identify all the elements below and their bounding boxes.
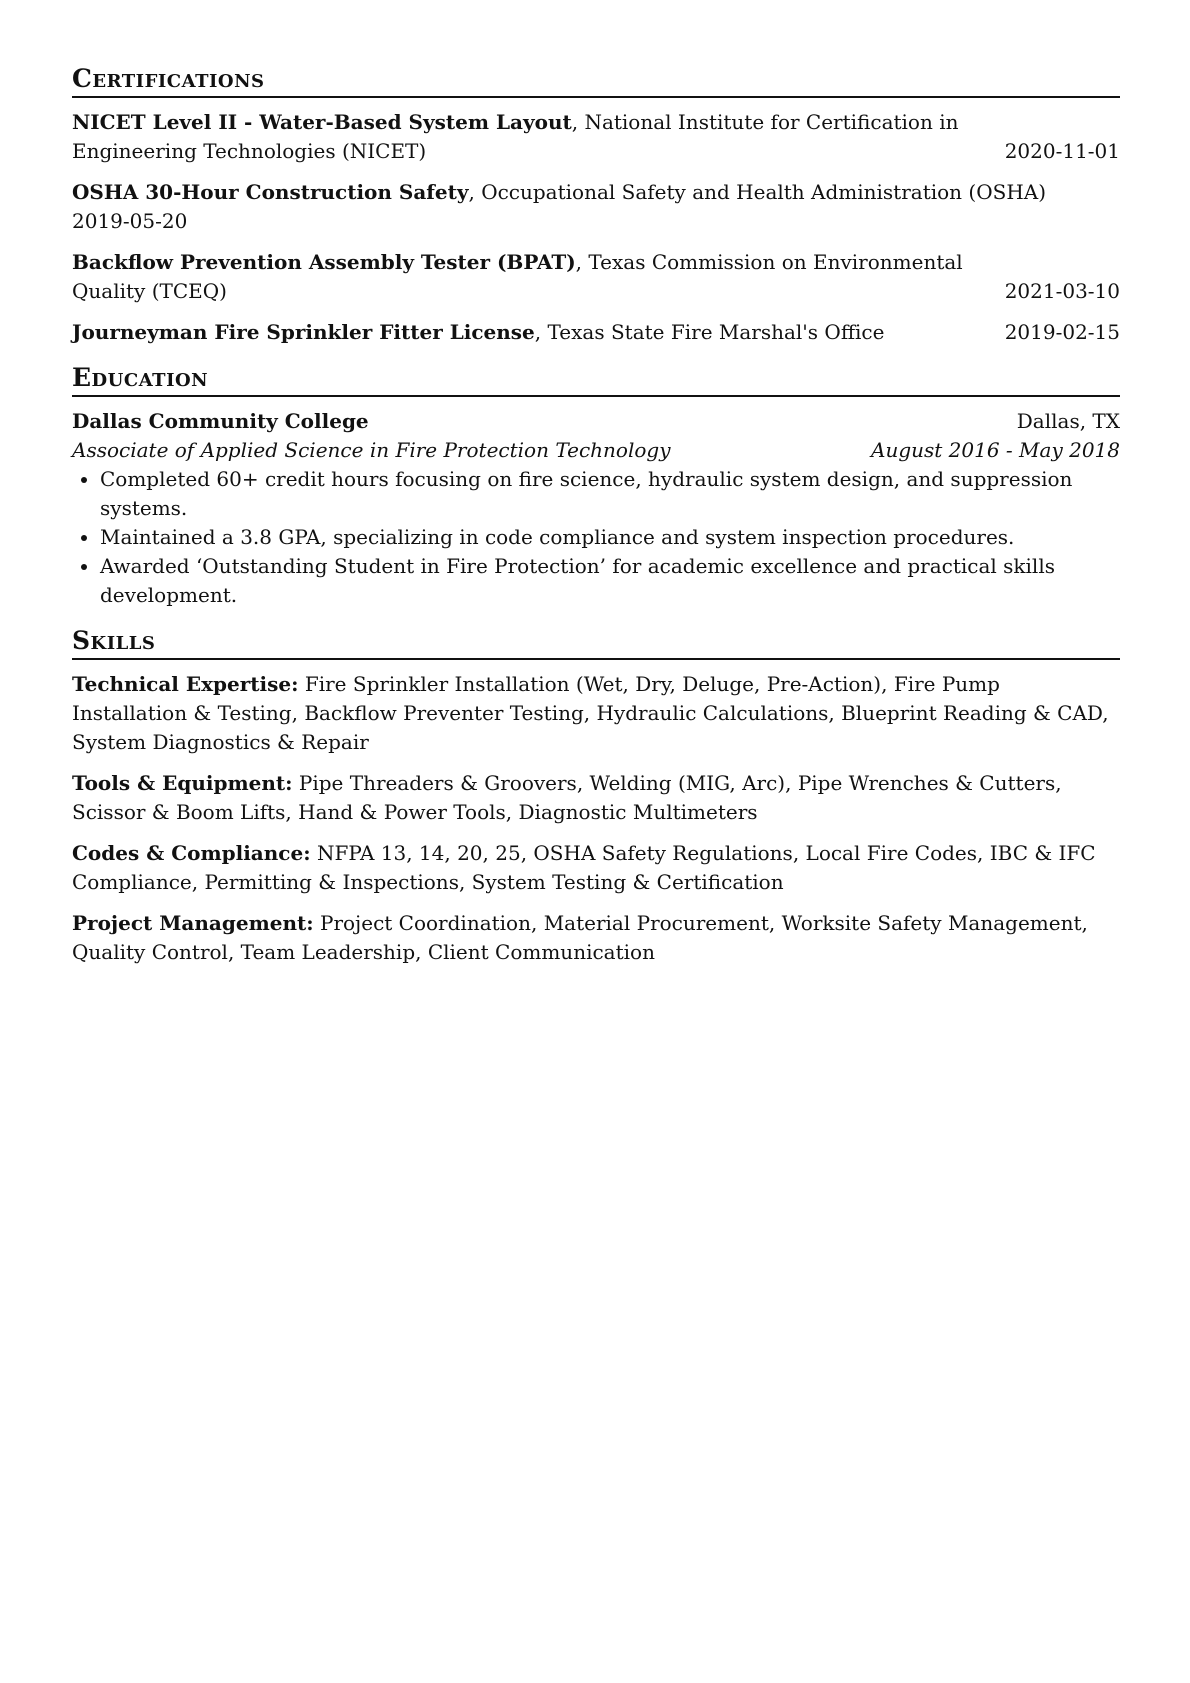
education-bullets — [72, 465, 1120, 610]
section-divider — [72, 395, 1120, 397]
certification-date: 2019-02-15 — [1004, 320, 1120, 344]
certification-date: 2020-11-01 — [1004, 139, 1120, 163]
skills-section — [72, 624, 1120, 967]
certification-issuer: Texas Commission on Environmental Quality (TCEQ) — [72, 250, 963, 303]
education-heading: Education — [72, 363, 209, 392]
list-item: • Completed 60+ credit hours focusing on fire science, hydraulic system design, and suppression systems. — [100, 465, 1120, 523]
skill-text: Fire Sprinkler Installation (Wet, Dry, Deluge, Pre-Action), Fire Pump Installation & Testing, Backflow Preventer Testing, Hydraulic Calculations, Blueprint Reading & CAD, System Diagnostics & Repair — [72, 672, 1109, 754]
certification-date: 2021-03-10 — [1004, 279, 1120, 303]
certification-issuer: National Institute for Certification in Engineering Technologies (NICET) — [72, 110, 959, 163]
skill-label: Tools & Equipment: — [72, 771, 293, 795]
certification-issuer: Occupational Safety and Health Administration (OSHA) — [481, 180, 1047, 204]
certification-item: Backflow Prevention Assembly Tester (BPAT), Texas Commission on Environmental Quality (TCEQ) 2021-03-10 — [72, 248, 1120, 306]
list-item: • Maintained a 3.8 GPA, specializing in code compliance and system inspection procedures. — [100, 523, 1120, 552]
skill-label: Technical Expertise: — [72, 672, 299, 696]
certification-item: OSHA 30-Hour Construction Safety, Occupational Safety and Health Administration (OSHA) 2019-05-20 — [72, 180, 1047, 233]
section-divider — [72, 96, 1120, 98]
degree-name: Associate of Applied Science in Fire Protection Technology — [72, 438, 671, 462]
school-location: Dallas, TX — [1016, 409, 1120, 433]
degree-row — [72, 436, 1120, 465]
skill-label: Project Management: — [72, 911, 314, 935]
certification-date: 2019-05-20 — [72, 209, 188, 233]
education-section — [72, 361, 1120, 610]
skill-group — [72, 670, 1120, 757]
certification-name: NICET Level II - Water-Based System Layout — [72, 110, 572, 134]
certification-item: NICET Level II - Water-Based System Layout, National Institute for Certification in Engineering Technologies (NICET) 2020-11-01 — [72, 108, 1120, 166]
certification-issuer: Texas State Fire Marshal's Office — [547, 320, 885, 344]
education-dates: August 2016 - May 2018 — [871, 438, 1120, 462]
school-row — [72, 407, 1120, 436]
certification-item: Journeyman Fire Sprinkler Fitter License, Texas State Fire Marshal's Office 2019-02-15 — [72, 318, 1120, 347]
certifications-heading: Certifications — [72, 64, 265, 93]
skill-group — [72, 909, 1120, 967]
skill-text: Project Coordination, Material Procurement, Worksite Safety Management, Quality Control, Team Leadership, Client Communication — [72, 911, 1088, 964]
skill-text: Pipe Threaders & Groovers, Welding (MIG, Arc), Pipe Wrenches & Cutters, Scissor & Boom Lifts, Hand & Power Tools, Diagnostic Multimeters — [72, 771, 1062, 824]
skills-heading: Skills — [72, 626, 156, 655]
school-name: Dallas Community College — [72, 409, 369, 433]
certification-name: OSHA 30-Hour Construction Safety — [72, 180, 469, 204]
section-divider — [72, 658, 1120, 660]
skill-text: NFPA 13, 14, 20, 25, OSHA Safety Regulations, Local Fire Codes, IBC & IFC Compliance, Permitting & Inspections, System Testing & Certification — [72, 841, 1096, 894]
skill-label: Codes & Compliance: — [72, 841, 311, 865]
list-item: • Awarded ‘Outstanding Student in Fire Protection’ for academic excellence and practical skills development. — [100, 552, 1120, 610]
resume-page — [72, 62, 1120, 981]
certifications-section — [72, 62, 1120, 347]
certification-name: Journeyman Fire Sprinkler Fitter License — [72, 320, 535, 344]
skill-group — [72, 839, 1120, 897]
certification-name: Backflow Prevention Assembly Tester (BPAT) — [72, 250, 576, 274]
skill-group — [72, 769, 1120, 827]
